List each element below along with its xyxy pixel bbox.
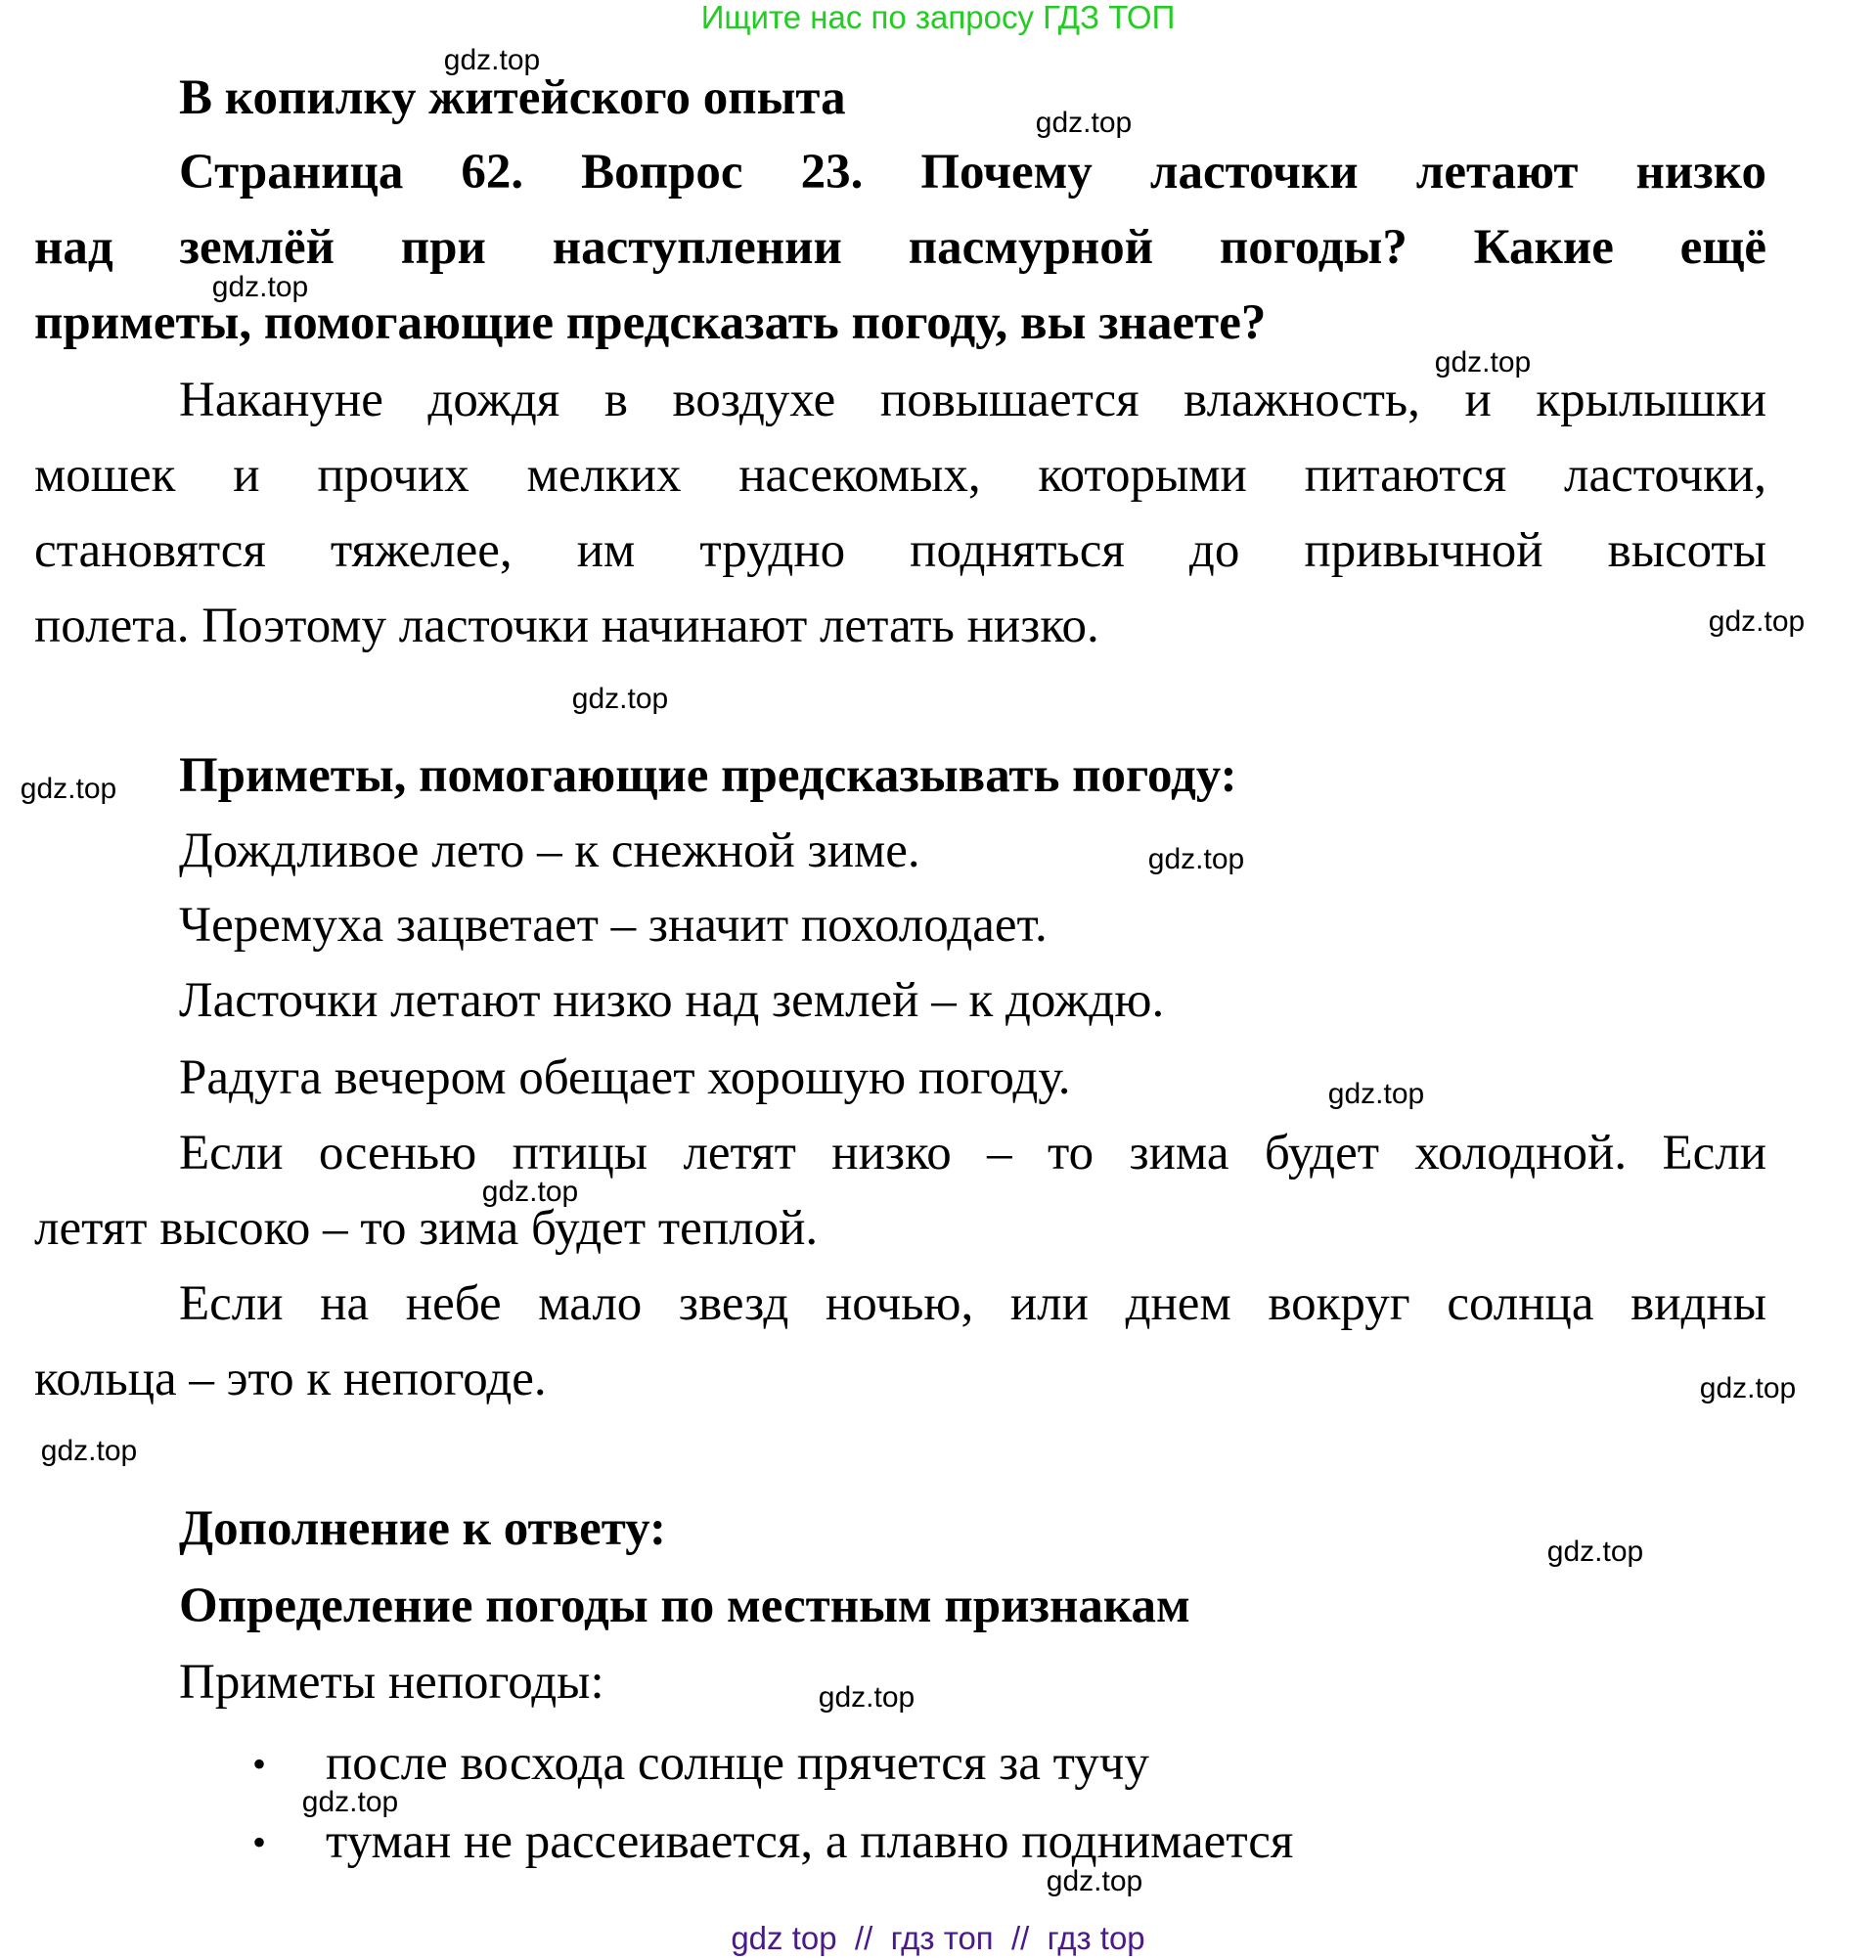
bad-weather-item: после восхода солнце прячется за тучу <box>326 1736 1149 1791</box>
watermark: gdz.top <box>211 271 309 303</box>
section-title: В копилку житейского опыта <box>179 70 846 125</box>
question-line: приметы, помогающие предсказать погоду, вы знаете? <box>34 295 1267 350</box>
watermark: gdz.top <box>818 1681 916 1714</box>
sign-item: Дождливое лето – к снежной зиме. <box>179 824 920 878</box>
watermark: gdz.top <box>1699 1372 1797 1404</box>
addition-heading: Дополнение к ответу: <box>179 1501 666 1556</box>
watermark: gdz.top <box>481 1176 579 1208</box>
bullet-icon: • <box>252 1742 267 1786</box>
birds-line: Если осенью птицы летят низко – то зима будет холодной. Если <box>179 1126 1766 1180</box>
watermark: gdz.top <box>1147 843 1245 875</box>
watermark: gdz.top <box>1546 1536 1644 1568</box>
birds-line: летят высоко – то зима будет теплой. <box>34 1201 819 1256</box>
question-line: Страница 62. Вопрос 23. Почему ласточки летают низко <box>179 145 1766 200</box>
sign-item: Черемуха зацветает – значит похолодает. <box>179 898 1048 953</box>
local-signs-heading: Определение погоды по местным признакам <box>179 1579 1190 1633</box>
stars-line: кольца – это к непогоде. <box>34 1352 547 1406</box>
search-banner: Ищите нас по запросу ГДЗ ТОП <box>700 0 1176 35</box>
answer-line: мошек и прочих мелких насекомых, которыми питаются ласточки, <box>34 448 1766 503</box>
watermark: gdz.top <box>443 44 541 76</box>
watermark: gdz.top <box>40 1435 138 1467</box>
footer-watermark: gdz top // гдз топ // гдз top <box>731 1920 1145 1956</box>
sign-item: Радуга вечером обещает хорошую погоду. <box>179 1050 1071 1105</box>
signs-heading: Приметы, помогающие предсказывать погоду: <box>179 748 1237 803</box>
answer-line: Накануне дождя в воздухе повышается влажность, и крылышки <box>179 373 1766 427</box>
watermark: gdz.top <box>1046 1865 1143 1897</box>
watermark: gdz.top <box>1434 346 1532 379</box>
question-line: над землёй при наступлении пасмурной погоды? Какие ещё <box>34 220 1766 275</box>
answer-line: становятся тяжелее, им трудно подняться до привычной высоты <box>34 523 1766 578</box>
bad-weather-label: Приметы непогоды: <box>179 1655 604 1710</box>
bad-weather-item: туман не рассеивается, а плавно поднимается <box>326 1814 1294 1869</box>
watermark: gdz.top <box>20 773 117 805</box>
watermark: gdz.top <box>571 683 669 715</box>
sign-item: Ласточки летают низко над землей – к дождю. <box>179 973 1165 1028</box>
watermark: gdz.top <box>1035 107 1133 139</box>
stars-line: Если на небе мало звезд ночью, или днем вокруг солнца видны <box>179 1276 1766 1331</box>
watermark: gdz.top <box>1708 605 1806 638</box>
answer-line: полета. Поэтому ласточки начинают летать низко. <box>34 599 1099 653</box>
bullet-icon: • <box>252 1820 267 1864</box>
watermark: gdz.top <box>1327 1078 1425 1110</box>
watermark: gdz.top <box>301 1786 399 1818</box>
